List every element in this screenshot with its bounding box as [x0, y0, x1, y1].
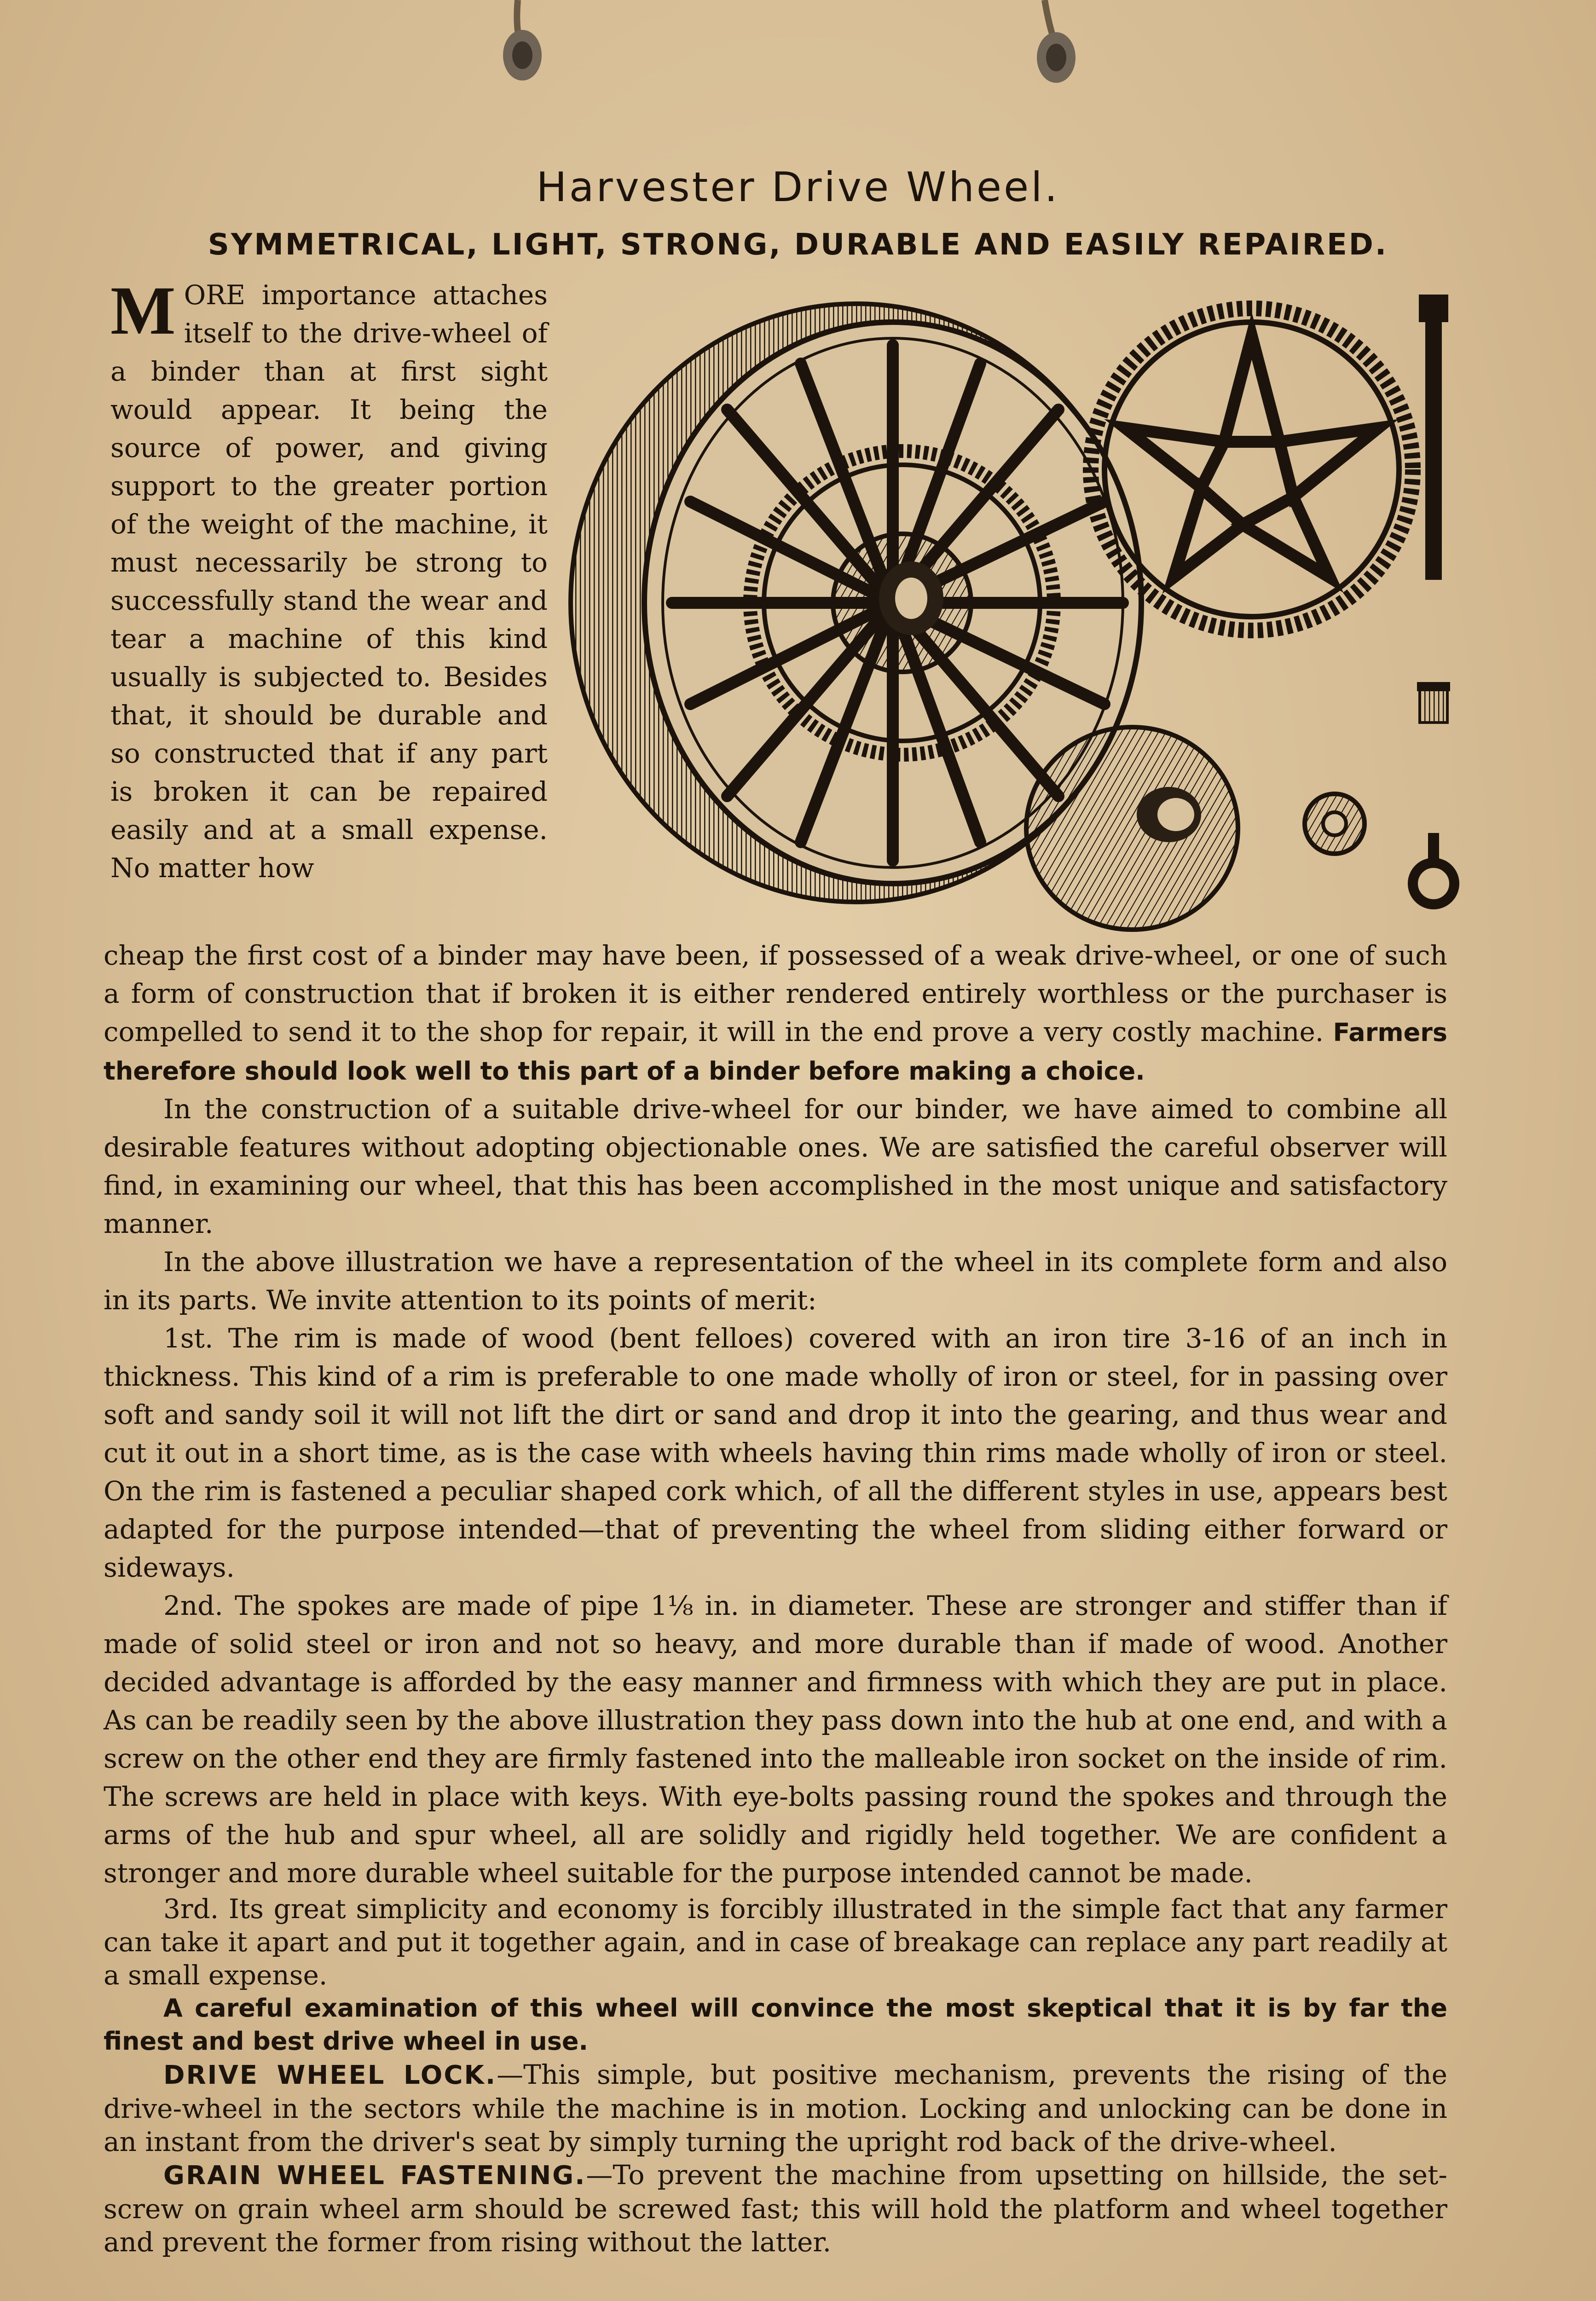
paragraph-3: In the above illustration we have a representation of the wheel in its complete form and also in its parts. We invite attention to its points of merit: — [104, 1246, 1447, 1316]
paragraph-8-text: —This simple, but positive mechanism, prevents the rising of the drive-wheel in the sectors while the machine is in motion. Locking and unlocking can be done in an instant from the driver's seat by simply turning the upright rod back of the drive-wheel. — [104, 2059, 1447, 2157]
page-subtitle: SYMMETRICAL, LIGHT, STRONG, DURABLE AND EASILY REPAIRED. — [208, 228, 1388, 262]
eye-bolt-part — [1413, 833, 1454, 904]
spur-gear — [1091, 308, 1413, 630]
paragraph-1-text: cheap the first cost of a binder may have been, if possessed of a weak drive-wheel, or one of such a form of construction that if broken it is either rendered entirely worthless or the purchaser is compelled to send it to the shop for repair, it will in the end prove a very costly machine. — [104, 940, 1447, 1047]
paragraph-8 — [104, 2058, 1447, 2158]
washer-part — [1305, 794, 1365, 854]
paragraph-4: 1st. The rim is made of wood (bent felloes) covered with an iron tire 3-16 of an inch in thickness. This kind of a rim is preferable to one made wholly of iron or steel, for in passing over soft and sandy soil it will not lift the dirt or sand and drop it into the gearing, and thus wear and cut it out in a short time, as is the case with wheels having thin rims made wholly of iron or steel. On the rim is fastened a peculiar shaped cork which, of all the different styles in use, appears best adapted for the purpose intended—that of preventing the wheel from sliding either forward or sideways. — [104, 1323, 1447, 1583]
upright-rod — [1419, 295, 1448, 580]
page-title: Harvester Drive Wheel. — [536, 163, 1060, 211]
grain-wheel-fastening-heading: GRAIN WHEEL FASTENING. — [163, 2161, 586, 2191]
paragraph-5: 2nd. The spokes are made of pipe 1⅛ in. in diameter. These are stronger and stiffer than if made of solid steel or iron and not so heavy, and more durable than if made of wood. Another decided advantage is afforded by the easy manner and firmness with which they are put in place. As can be readily seen by the above illustration they pass down into the hub at one end, and with a screw on the other end they are firmly fastened into the malleable iron socket on the inside of rim. The screws are held in place with keys. With eye-bolts passing round the spokes and through the arms of the hub and spur wheel, all are solidly and rigidly held together. We are confident a stronger and more durable wheel suitable for the purpose intended cannot be made. — [104, 1590, 1447, 1889]
paragraph-6: 3rd. Its great simplicity and economy is forcibly illustrated in the simple fact that any farmer can take it apart and put it together again, and in case of breakage can replace any part readily at a small expense. — [104, 1893, 1447, 1991]
drive-wheel-illustration — [543, 290, 1468, 943]
intro-text: ORE importance attaches itself to the drive-wheel of a binder than at first sight would appear. It being the source of power, and giving support to the greater portion of the weight of the machine, it must necessarily be strong to successfully stand the wear and tear a machine of this kind usually is subjected to. Besides that, it should be durable and so constructed that if any part is broken it can be repaired easily and at a small expense. No matter how — [110, 279, 548, 884]
article-body — [104, 937, 1447, 2259]
paragraph-1 — [104, 937, 1447, 1090]
paragraph-1-bold: Farmers therefore should look well to this part of a binder before making a choice. — [104, 1018, 1448, 1086]
paragraph-2: In the construction of a suitable drive-wheel for our binder, we have aimed to combine all desirable features without adopting objectionable ones. We are satisfied the careful observer will find, in examining our wheel, that this has been accomplished in the most unique and satisfactory manner. — [104, 1093, 1447, 1239]
paragraph-9-text: —To prevent the machine from upsetting on hillside, the set-screw on grain wheel arm should be screwed fast; this will hold the platform and wheel together and prevent the former from rising without the latter. — [104, 2159, 1447, 2258]
intro-column — [110, 272, 548, 887]
hub-part — [1026, 727, 1238, 930]
drop-cap: M — [110, 272, 176, 349]
binding-hole-right — [1026, 0, 1086, 92]
binding-hole-left — [492, 0, 552, 92]
paragraph-7: A careful examination of this wheel will convince the most skeptical that it is by far the finest and best drive wheel in use. — [104, 1994, 1447, 2056]
collar-part — [1417, 682, 1450, 723]
paragraph-9 — [104, 2158, 1447, 2259]
drive-wheel-lock-heading: DRIVE WHEEL LOCK. — [163, 2060, 497, 2090]
